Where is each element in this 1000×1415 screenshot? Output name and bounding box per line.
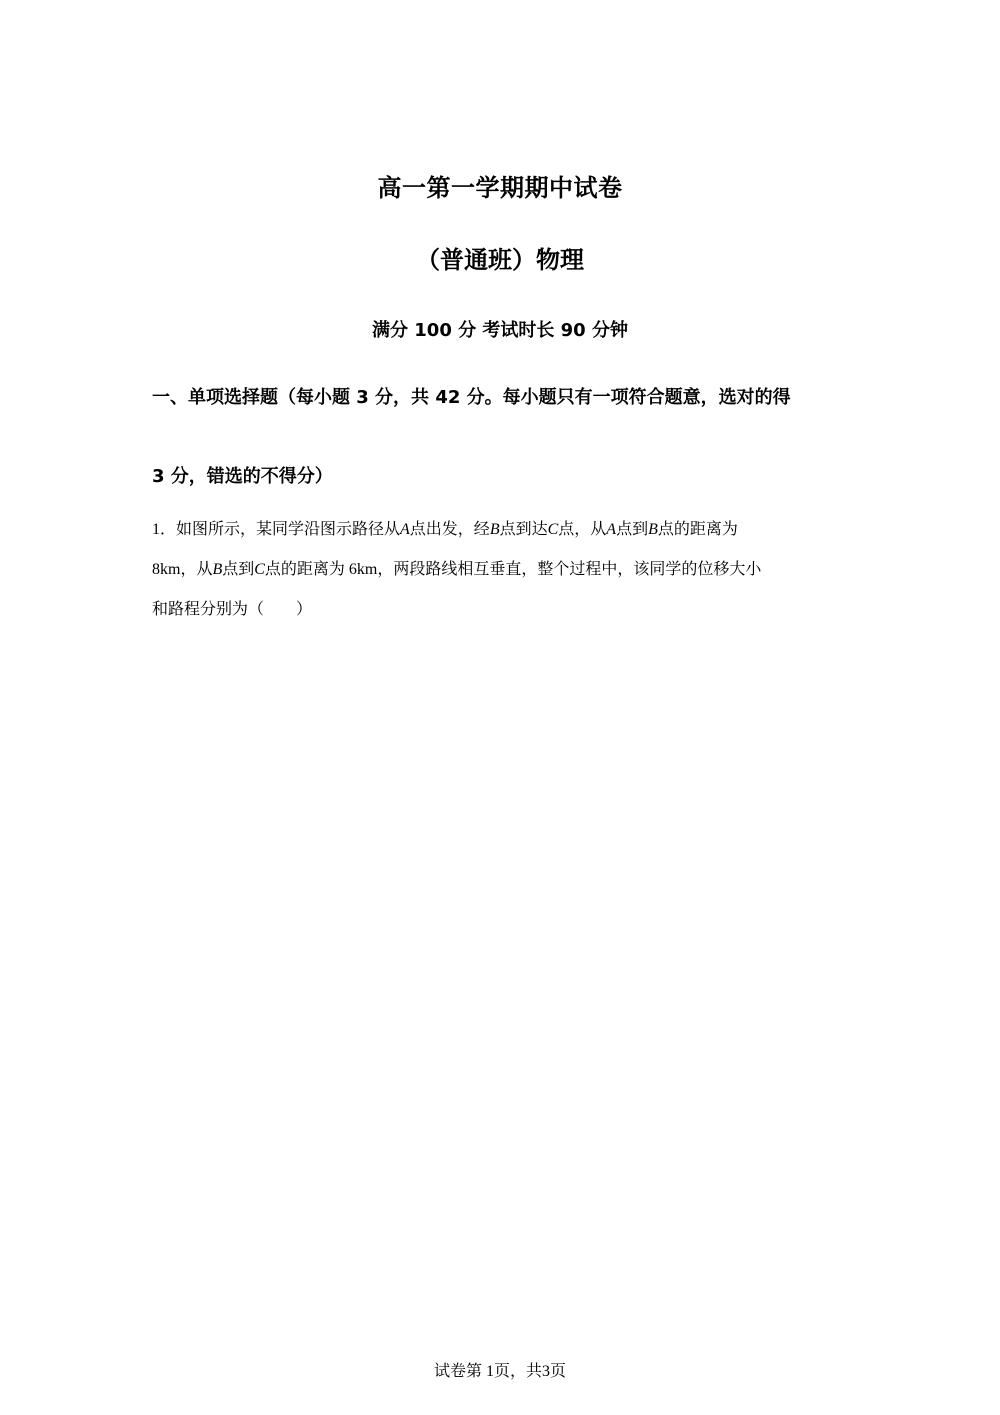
q1-var-b: B xyxy=(489,521,500,538)
question-1-line-2 xyxy=(152,556,852,579)
question-1-line-1 xyxy=(152,516,852,539)
q1-text: 点到达 xyxy=(499,521,548,538)
exam-title: 高一第一学期期中试卷 xyxy=(377,174,623,202)
q1-text: 点到 xyxy=(616,521,649,538)
q1-text: 8km，从 xyxy=(152,561,213,578)
q1-text: 点出发，经 xyxy=(409,521,490,538)
q1-text: 点，从 xyxy=(558,521,607,538)
q1-var-c: C xyxy=(254,561,265,578)
q1-var-a: A xyxy=(606,521,617,538)
exam-info: 满分 100 分 考试时长 90 分钟 xyxy=(372,320,628,341)
q1-text: 1．如图所示，某同学沿图示路径从 xyxy=(152,521,401,538)
section-heading-line1: 一、单项选择题（每小题 3 分，共 42 分。每小题只有一项符合题意，选对的得 xyxy=(152,387,791,408)
exam-subtitle: （普通班）物理 xyxy=(416,246,584,274)
q1-text: 点的距离为 6km，两段路线相互垂直，整个过程中，该同学的位移大小 xyxy=(264,561,762,578)
q1-text: 点的距离为 xyxy=(657,521,738,538)
question-1-line-3: 和路程分别为（ ） xyxy=(152,601,313,618)
page-footer: 试卷第 1页，共3页 xyxy=(433,1363,566,1380)
section-heading-line2: 3 分，错选的不得分） xyxy=(152,466,333,487)
q1-var-c: C xyxy=(547,521,559,538)
q1-var-b: B xyxy=(648,521,658,538)
q1-var-a: A xyxy=(400,521,410,538)
q1-var-b: B xyxy=(212,561,223,578)
q1-text: 点到 xyxy=(222,561,255,578)
